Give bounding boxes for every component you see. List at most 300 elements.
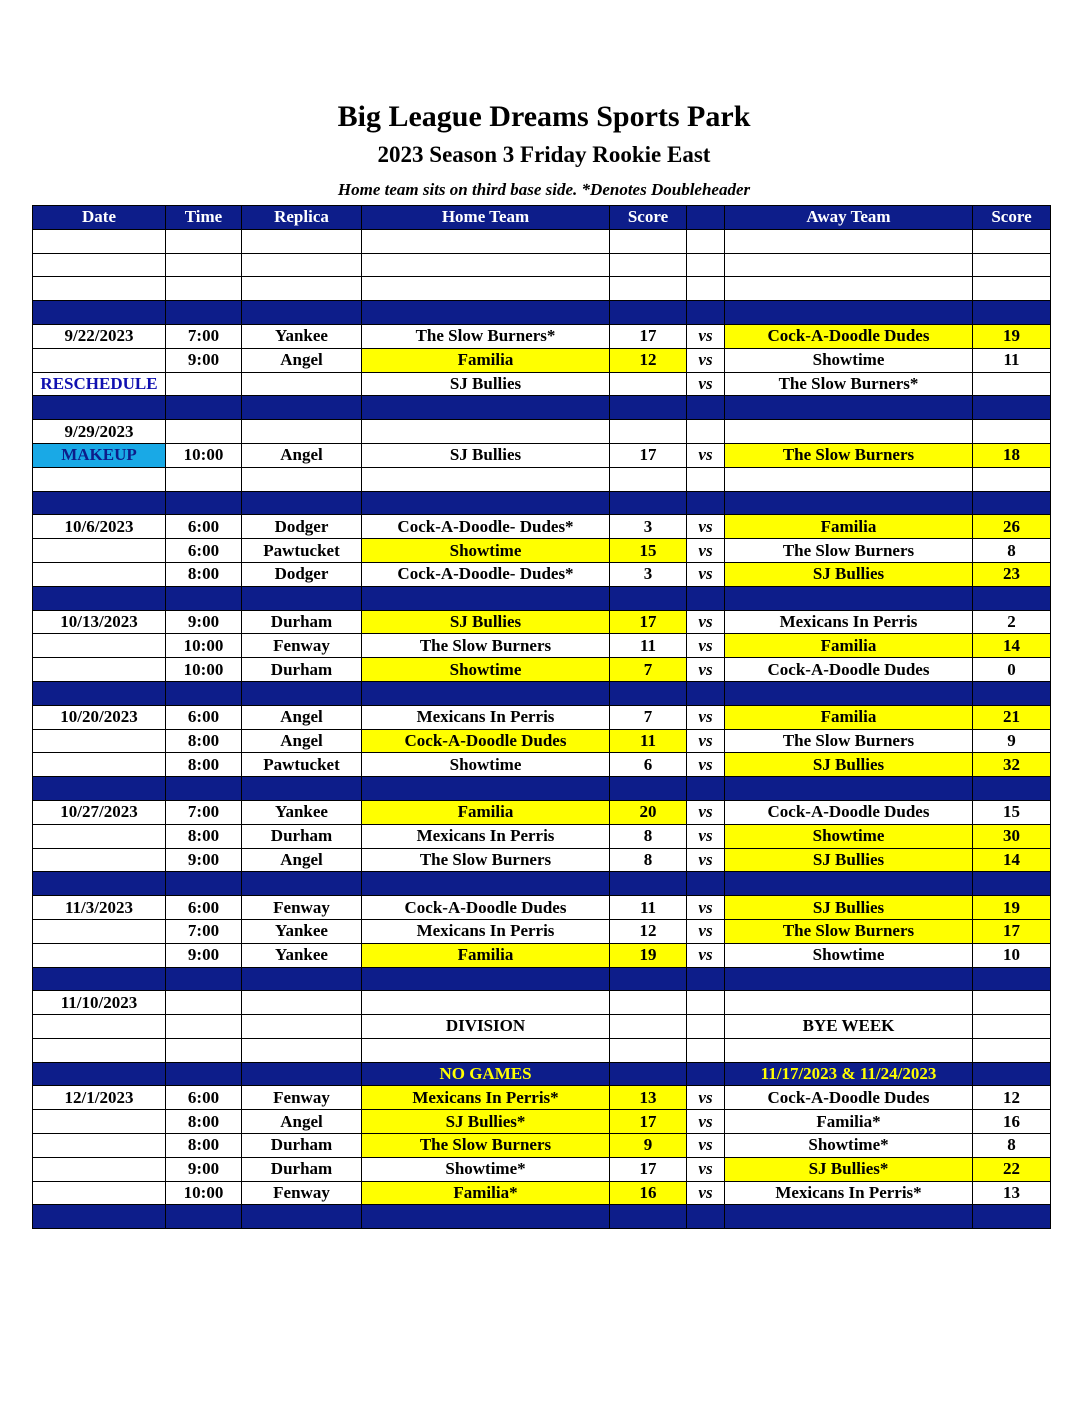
time-cell: 6:00 xyxy=(166,705,242,729)
away-team-cell: The Slow Burners* xyxy=(725,372,973,396)
replica-cell: Durham xyxy=(242,658,362,682)
home-score-cell xyxy=(610,1062,687,1086)
home-score-cell: 12 xyxy=(610,348,687,372)
vs-cell xyxy=(687,467,725,491)
date-cell xyxy=(33,658,166,682)
replica-cell: Angel xyxy=(242,443,362,467)
time-cell xyxy=(166,967,242,991)
away-team-cell: Familia xyxy=(725,705,973,729)
time-cell: 7:00 xyxy=(166,919,242,943)
home-team-cell: The Slow Burners xyxy=(362,848,610,872)
vs-cell: vs xyxy=(687,1181,725,1205)
home-team-cell: NO GAMES xyxy=(362,1062,610,1086)
home-score-cell xyxy=(610,1038,687,1062)
home-score-cell xyxy=(610,420,687,444)
home-score-cell: 16 xyxy=(610,1181,687,1205)
away-team-cell xyxy=(725,991,973,1015)
time-cell xyxy=(166,253,242,277)
replica-cell: Durham xyxy=(242,610,362,634)
replica-cell: Yankee xyxy=(242,324,362,348)
replica-cell: Angel xyxy=(242,729,362,753)
away-team-cell: SJ Bullies xyxy=(725,753,973,777)
home-score-cell xyxy=(610,1205,687,1229)
game-row xyxy=(33,515,1051,539)
date-cell xyxy=(33,753,166,777)
date-cell xyxy=(33,872,166,896)
away-team-cell xyxy=(725,1038,973,1062)
time-cell: 10:00 xyxy=(166,634,242,658)
home-score-cell: 7 xyxy=(610,658,687,682)
game-row xyxy=(33,539,1051,563)
time-cell xyxy=(166,1038,242,1062)
home-team-cell: Familia xyxy=(362,943,610,967)
date-cell xyxy=(33,848,166,872)
time-cell: 9:00 xyxy=(166,1157,242,1181)
home-team-cell: SJ Bullies xyxy=(362,610,610,634)
away-team-cell: Cock-A-Doodle Dudes xyxy=(725,800,973,824)
header-row xyxy=(33,206,1051,230)
time-cell: 9:00 xyxy=(166,610,242,634)
date-cell xyxy=(33,1038,166,1062)
home-team-cell xyxy=(362,777,610,801)
away-score-cell: 12 xyxy=(973,1086,1051,1110)
away-team-cell xyxy=(725,491,973,515)
replica-cell: Durham xyxy=(242,824,362,848)
home-score-cell xyxy=(610,491,687,515)
away-score-cell: 32 xyxy=(973,753,1051,777)
vs-cell: vs xyxy=(687,539,725,563)
date-cell: MAKEUP xyxy=(33,443,166,467)
date-cell xyxy=(33,777,166,801)
time-cell: 7:00 xyxy=(166,800,242,824)
date-cell xyxy=(33,824,166,848)
time-cell: 8:00 xyxy=(166,1110,242,1134)
game-row xyxy=(33,1134,1051,1158)
time-cell xyxy=(166,1205,242,1229)
away-score-cell: 8 xyxy=(973,539,1051,563)
away-score-cell: 2 xyxy=(973,610,1051,634)
home-score-cell xyxy=(610,586,687,610)
game-row xyxy=(33,991,1051,1015)
game-row xyxy=(33,372,1051,396)
time-cell xyxy=(166,777,242,801)
home-score-cell: 8 xyxy=(610,824,687,848)
date-cell: 10/6/2023 xyxy=(33,515,166,539)
away-score-cell: 14 xyxy=(973,848,1051,872)
vs-cell: vs xyxy=(687,348,725,372)
vs-cell: vs xyxy=(687,1134,725,1158)
vs-cell xyxy=(687,1038,725,1062)
home-score-cell: 3 xyxy=(610,515,687,539)
vs-cell xyxy=(687,396,725,420)
date-cell: RESCHEDULE xyxy=(33,372,166,396)
schedule-note: Home team sits on third base side. *Denotes Doubleheader xyxy=(337,180,751,199)
time-cell: 9:00 xyxy=(166,348,242,372)
away-team-cell: Cock-A-Doodle Dudes xyxy=(725,658,973,682)
away-team-cell: SJ Bullies xyxy=(725,896,973,920)
away-team-cell: Familia xyxy=(725,634,973,658)
home-team-cell: Showtime xyxy=(362,539,610,563)
away-team-cell: The Slow Burners xyxy=(725,919,973,943)
away-score-cell xyxy=(973,229,1051,253)
vs-cell: vs xyxy=(687,729,725,753)
replica-cell: Angel xyxy=(242,348,362,372)
replica-cell xyxy=(242,872,362,896)
vs-cell xyxy=(687,253,725,277)
date-cell xyxy=(33,539,166,563)
vs-cell: vs xyxy=(687,1157,725,1181)
home-team-cell xyxy=(362,253,610,277)
home-score-cell: 3 xyxy=(610,562,687,586)
date-cell xyxy=(33,1110,166,1134)
game-row xyxy=(33,634,1051,658)
replica-cell xyxy=(242,420,362,444)
away-team-cell xyxy=(725,253,973,277)
vs-cell xyxy=(687,277,725,301)
week-separator-row xyxy=(33,681,1051,705)
home-team-cell xyxy=(362,420,610,444)
home-team-cell: SJ Bullies* xyxy=(362,1110,610,1134)
vs-cell: vs xyxy=(687,919,725,943)
vs-cell xyxy=(687,1015,725,1039)
vs-cell xyxy=(687,1205,725,1229)
replica-cell xyxy=(242,1038,362,1062)
date-cell: 9/22/2023 xyxy=(33,324,166,348)
away-score-cell: 19 xyxy=(973,896,1051,920)
date-cell xyxy=(33,467,166,491)
time-cell xyxy=(166,681,242,705)
time-cell: 8:00 xyxy=(166,824,242,848)
time-cell: 8:00 xyxy=(166,753,242,777)
col-header-vs xyxy=(687,206,725,230)
vs-cell xyxy=(687,967,725,991)
vs-cell xyxy=(687,991,725,1015)
home-score-cell: 17 xyxy=(610,324,687,348)
away-score-cell: 10 xyxy=(973,943,1051,967)
away-team-cell xyxy=(725,467,973,491)
home-team-cell: Familia xyxy=(362,800,610,824)
home-team-cell: DIVISION xyxy=(362,1015,610,1039)
game-row xyxy=(33,324,1051,348)
home-team-cell xyxy=(362,491,610,515)
game-row xyxy=(33,729,1051,753)
blank-row xyxy=(33,253,1051,277)
away-team-cell: Showtime xyxy=(725,348,973,372)
away-score-cell xyxy=(973,586,1051,610)
replica-cell: Yankee xyxy=(242,919,362,943)
schedule-body xyxy=(33,229,1051,1228)
col-header-time: Time xyxy=(166,206,242,230)
vs-cell: vs xyxy=(687,634,725,658)
away-team-cell: Mexicans In Perris xyxy=(725,610,973,634)
blank-row xyxy=(33,467,1051,491)
away-score-cell: 14 xyxy=(973,634,1051,658)
date-cell xyxy=(33,253,166,277)
away-score-cell: 11 xyxy=(973,348,1051,372)
away-team-cell: Showtime* xyxy=(725,1134,973,1158)
date-cell xyxy=(33,396,166,420)
week-separator-row xyxy=(33,967,1051,991)
away-team-cell: Showtime xyxy=(725,943,973,967)
home-score-cell: 17 xyxy=(610,1110,687,1134)
home-team-cell: SJ Bullies xyxy=(362,443,610,467)
replica-cell xyxy=(242,301,362,325)
vs-cell: vs xyxy=(687,824,725,848)
vs-cell xyxy=(687,491,725,515)
away-score-cell: 16 xyxy=(973,1110,1051,1134)
replica-cell xyxy=(242,991,362,1015)
away-score-cell: 9 xyxy=(973,729,1051,753)
week-separator-row xyxy=(33,1205,1051,1229)
away-score-cell xyxy=(973,372,1051,396)
away-score-cell xyxy=(973,301,1051,325)
home-score-cell xyxy=(610,396,687,420)
date-cell xyxy=(33,491,166,515)
home-team-cell xyxy=(362,301,610,325)
away-score-cell xyxy=(973,777,1051,801)
away-score-cell xyxy=(973,491,1051,515)
time-cell: 8:00 xyxy=(166,1134,242,1158)
home-team-cell xyxy=(362,991,610,1015)
date-cell xyxy=(33,634,166,658)
week-separator-row xyxy=(33,777,1051,801)
home-score-cell: 19 xyxy=(610,943,687,967)
home-team-cell xyxy=(362,586,610,610)
vs-cell xyxy=(687,872,725,896)
time-cell: 10:00 xyxy=(166,443,242,467)
away-score-cell: 0 xyxy=(973,658,1051,682)
away-team-cell xyxy=(725,586,973,610)
game-row xyxy=(33,443,1051,467)
home-team-cell: Familia* xyxy=(362,1181,610,1205)
time-cell xyxy=(166,301,242,325)
home-team-cell: Showtime xyxy=(362,753,610,777)
away-score-cell: 8 xyxy=(973,1134,1051,1158)
vs-cell: vs xyxy=(687,372,725,396)
date-cell: 10/13/2023 xyxy=(33,610,166,634)
time-cell: 7:00 xyxy=(166,324,242,348)
col-header-home-score: Score xyxy=(610,206,687,230)
home-team-cell xyxy=(362,681,610,705)
replica-cell: Angel xyxy=(242,848,362,872)
game-row xyxy=(33,896,1051,920)
away-team-cell: The Slow Burners xyxy=(725,539,973,563)
replica-cell: Durham xyxy=(242,1134,362,1158)
home-team-cell: Showtime* xyxy=(362,1157,610,1181)
home-score-cell: 17 xyxy=(610,1157,687,1181)
away-score-cell xyxy=(973,277,1051,301)
home-team-cell: Mexicans In Perris xyxy=(362,705,610,729)
replica-cell xyxy=(242,1062,362,1086)
replica-cell xyxy=(242,967,362,991)
time-cell: 6:00 xyxy=(166,1086,242,1110)
col-header-away-score: Score xyxy=(973,206,1051,230)
away-score-cell xyxy=(973,467,1051,491)
replica-cell xyxy=(242,777,362,801)
date-cell xyxy=(33,1062,166,1086)
game-row xyxy=(33,1015,1051,1039)
away-score-cell xyxy=(973,872,1051,896)
vs-cell xyxy=(687,681,725,705)
date-cell xyxy=(33,301,166,325)
away-team-cell xyxy=(725,277,973,301)
vs-cell: vs xyxy=(687,896,725,920)
week-separator-row xyxy=(33,491,1051,515)
date-cell xyxy=(33,1181,166,1205)
date-cell: 10/20/2023 xyxy=(33,705,166,729)
away-team-cell xyxy=(725,1205,973,1229)
time-cell: 10:00 xyxy=(166,1181,242,1205)
replica-cell xyxy=(242,491,362,515)
date-cell xyxy=(33,348,166,372)
page-subtitle: 2023 Season 3 Friday Rookie East xyxy=(377,142,711,167)
replica-cell: Fenway xyxy=(242,1181,362,1205)
replica-cell: Durham xyxy=(242,1157,362,1181)
away-team-cell xyxy=(725,420,973,444)
replica-cell xyxy=(242,277,362,301)
time-cell: 9:00 xyxy=(166,848,242,872)
home-score-cell xyxy=(610,229,687,253)
time-cell: 8:00 xyxy=(166,562,242,586)
vs-cell: vs xyxy=(687,610,725,634)
vs-cell: vs xyxy=(687,800,725,824)
replica-cell: Fenway xyxy=(242,634,362,658)
game-row xyxy=(33,848,1051,872)
away-team-cell: Familia xyxy=(725,515,973,539)
date-cell xyxy=(33,943,166,967)
away-score-cell xyxy=(973,420,1051,444)
home-team-cell: Familia xyxy=(362,348,610,372)
time-cell xyxy=(166,372,242,396)
home-score-cell: 17 xyxy=(610,610,687,634)
away-score-cell: 17 xyxy=(973,919,1051,943)
replica-cell: Dodger xyxy=(242,562,362,586)
home-team-cell xyxy=(362,229,610,253)
home-team-cell: The Slow Burners xyxy=(362,1134,610,1158)
away-team-cell: SJ Bullies xyxy=(725,562,973,586)
home-score-cell xyxy=(610,372,687,396)
away-team-cell xyxy=(725,229,973,253)
home-team-cell xyxy=(362,277,610,301)
replica-cell: Fenway xyxy=(242,1086,362,1110)
week-separator-row xyxy=(33,872,1051,896)
replica-cell xyxy=(242,396,362,420)
vs-cell: vs xyxy=(687,1110,725,1134)
home-score-cell xyxy=(610,872,687,896)
date-cell xyxy=(33,967,166,991)
home-team-cell: The Slow Burners* xyxy=(362,324,610,348)
col-header-away-team: Away Team xyxy=(725,206,973,230)
vs-cell: vs xyxy=(687,943,725,967)
away-score-cell xyxy=(973,1205,1051,1229)
date-cell xyxy=(33,1134,166,1158)
game-row xyxy=(33,1110,1051,1134)
time-cell xyxy=(166,420,242,444)
date-cell xyxy=(33,1015,166,1039)
date-cell xyxy=(33,277,166,301)
date-cell: 9/29/2023 xyxy=(33,420,166,444)
vs-cell: vs xyxy=(687,658,725,682)
week-separator-row xyxy=(33,301,1051,325)
week-separator-row xyxy=(33,1062,1051,1086)
vs-cell xyxy=(687,586,725,610)
vs-cell xyxy=(687,420,725,444)
away-score-cell: 22 xyxy=(973,1157,1051,1181)
game-row xyxy=(33,1157,1051,1181)
time-cell: 6:00 xyxy=(166,539,242,563)
home-score-cell xyxy=(610,967,687,991)
col-header-date: Date xyxy=(33,206,166,230)
vs-cell xyxy=(687,301,725,325)
replica-cell: Pawtucket xyxy=(242,753,362,777)
away-score-cell xyxy=(973,681,1051,705)
home-team-cell: Showtime xyxy=(362,658,610,682)
away-team-cell: SJ Bullies* xyxy=(725,1157,973,1181)
vs-cell xyxy=(687,1062,725,1086)
replica-cell xyxy=(242,681,362,705)
game-row xyxy=(33,610,1051,634)
week-separator-row xyxy=(33,396,1051,420)
game-row xyxy=(33,658,1051,682)
home-score-cell xyxy=(610,1015,687,1039)
game-row xyxy=(33,705,1051,729)
away-score-cell: 23 xyxy=(973,562,1051,586)
away-score-cell xyxy=(973,967,1051,991)
home-score-cell: 11 xyxy=(610,896,687,920)
home-team-cell: Mexicans In Perris xyxy=(362,919,610,943)
vs-cell: vs xyxy=(687,753,725,777)
time-cell xyxy=(166,1062,242,1086)
replica-cell xyxy=(242,253,362,277)
date-cell xyxy=(33,562,166,586)
time-cell: 8:00 xyxy=(166,729,242,753)
away-score-cell: 19 xyxy=(973,324,1051,348)
vs-cell: vs xyxy=(687,515,725,539)
game-row xyxy=(33,824,1051,848)
date-cell xyxy=(33,681,166,705)
home-score-cell xyxy=(610,253,687,277)
date-cell: 12/1/2023 xyxy=(33,1086,166,1110)
vs-cell: vs xyxy=(687,443,725,467)
away-team-cell xyxy=(725,301,973,325)
vs-cell: vs xyxy=(687,848,725,872)
date-cell: 10/27/2023 xyxy=(33,800,166,824)
time-cell xyxy=(166,229,242,253)
replica-cell xyxy=(242,1015,362,1039)
date-cell xyxy=(33,586,166,610)
date-cell xyxy=(33,229,166,253)
home-score-cell: 15 xyxy=(610,539,687,563)
replica-cell xyxy=(242,229,362,253)
away-team-cell: The Slow Burners xyxy=(725,729,973,753)
replica-cell xyxy=(242,467,362,491)
replica-cell: Angel xyxy=(242,705,362,729)
home-team-cell: The Slow Burners xyxy=(362,634,610,658)
game-row xyxy=(33,1181,1051,1205)
away-team-cell: Cock-A-Doodle Dudes xyxy=(725,324,973,348)
away-team-cell: BYE WEEK xyxy=(725,1015,973,1039)
replica-cell: Pawtucket xyxy=(242,539,362,563)
home-team-cell: SJ Bullies xyxy=(362,372,610,396)
time-cell: 6:00 xyxy=(166,515,242,539)
replica-cell xyxy=(242,1205,362,1229)
home-score-cell: 17 xyxy=(610,443,687,467)
replica-cell: Yankee xyxy=(242,800,362,824)
away-score-cell xyxy=(973,1062,1051,1086)
game-row xyxy=(33,562,1051,586)
replica-cell: Dodger xyxy=(242,515,362,539)
home-team-cell xyxy=(362,872,610,896)
